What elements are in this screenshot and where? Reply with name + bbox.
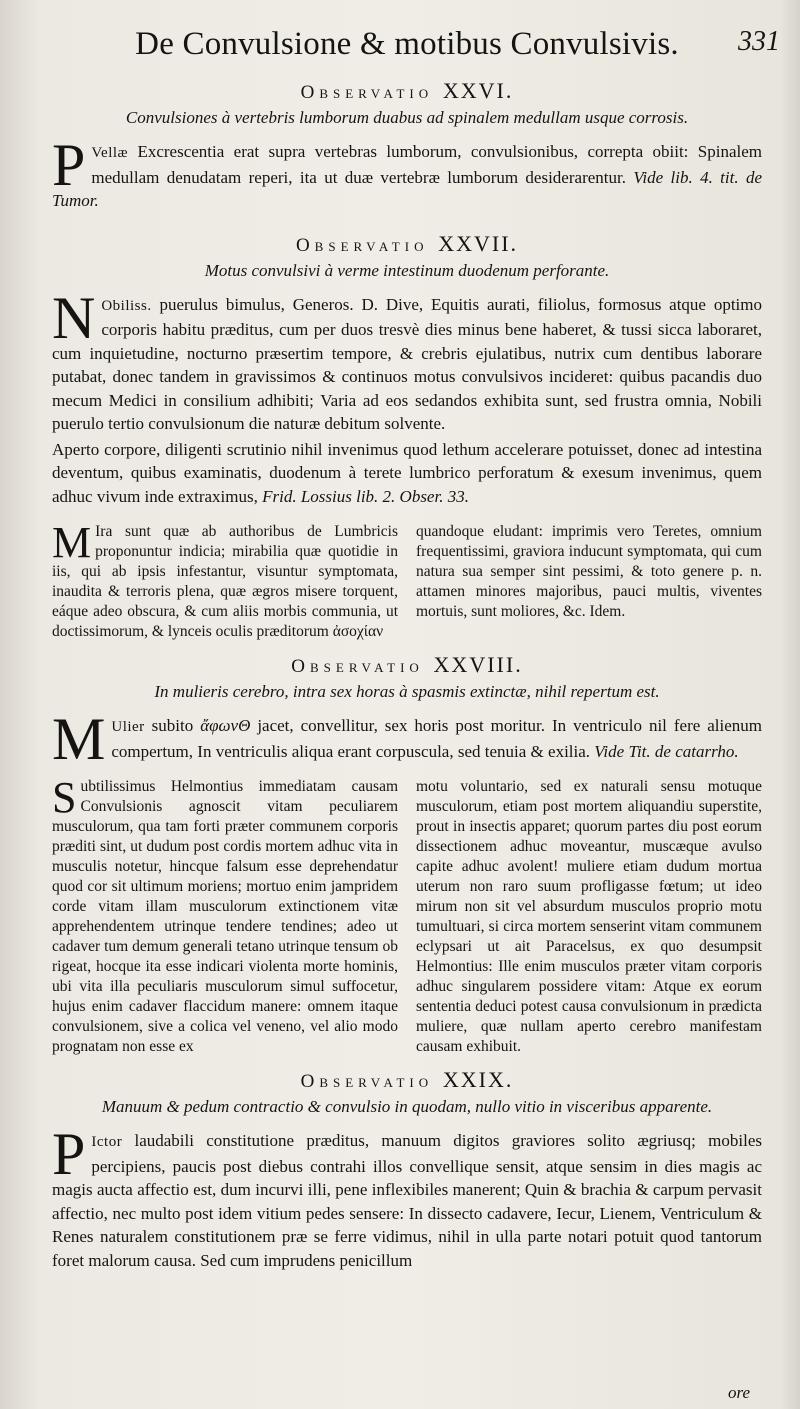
- body-text: Helmontius immediatam causam Convulsionis agnoscit vitam peculiarem musculorum, qua tam forti præter communem corporis præditi sint, ut dudum post cordis mortem adhuc vita in musculis notetur, hincque falsum esse deprehendatur quod cor sit ultimum moriens; mortuo enim jampridem corde vitam illam musculorum extinctionem vitæ apprehendentem utrinque tendere tendines; adeo ut cadaver tum demum generali tetano utrinque tensum ob rigeat, hocque ita esse indicari violenta morte hominis, ubi vita illa peculiaris musculorum simul suffocetur, hujus enim cadaver flaccidum manere: omnem itaque convulsionem, sive a colica vel veneno, vel alio modo prognatam non esse ex: [52, 778, 398, 1055]
- observation-28-commentary: [52, 773, 762, 1057]
- observation-word: Observatio: [300, 1071, 434, 1092]
- commentary-left-column: [52, 773, 398, 1057]
- body-text: jacet, convellitur, sex horis post moritur. In ventriculo nil fere alienum compertum, In ventriculis aliqua erant corpuscula, sed tenuia & exilia.: [111, 716, 763, 761]
- reference: Frid. Lossius lib. 2. Obser. 33.: [262, 486, 469, 506]
- observation-26-subtitle: Convulsiones à vertebris lumborum duabus ad spinalem medullam usque corrosis.: [125, 108, 689, 127]
- reference: Vide lib. 4. tit. de Tumor.: [52, 167, 762, 210]
- lead-word: ubtilissimus: [80, 778, 156, 795]
- commentary-right-column: [416, 522, 762, 642]
- body-text: subito: [151, 716, 194, 735]
- observation-27-commentary: [52, 518, 762, 642]
- lead-word: Vellæ: [91, 145, 129, 161]
- lead-word: Ulier: [111, 719, 145, 735]
- body-text: laudabili constitutione præditus, manuum digitos graviores solito ægriusq; mobiles percipiens, paucis post diebus contrahi illos convellique sensit, atque sensim in dies magis ac magis aucta affectio est, dum incurvi illi, pene inflexibiles manerent; Quin & brachia & carpum pervasit affectio, nec multo post idem vitium pedes sensere: In dissecto cadavere, Iecur, Lienem, Ventriculum & Renes naturalem constitutionem præ se ferre vidimus, nihil in ulla parte notari potuit quod tantorum foret malorum causa. Sed cum imprudens penicillum: [52, 1131, 763, 1270]
- body-text: Aperto corpore, diligenti scrutinio nihil invenimus quod lethum accelerare potuisset, donec ad intestina deventum, quibus examinatis, duodenum à terete lumbrico perforatum & exesum invenimus, quem adhuc vivum inde extraximus,: [52, 439, 762, 506]
- drop-cap: N: [52, 284, 96, 351]
- observation-29-text: [52, 1121, 763, 1272]
- greek-word: ἀσοχίαν: [332, 623, 384, 640]
- observation-29-subtitle: Manuum & pedum contractio & convulsio in quodam, nullo vitio in visceribus apparente.: [101, 1097, 713, 1116]
- running-title: De Convulsione & motibus Convulsivis.: [135, 26, 679, 62]
- body-text: motu voluntario, sed ex naturali sensu motuque musculorum, etiam post mortem aliquandiu superstite, prout in insectis apparet; quorum partes diu post eorum dissectionem adhuc moveantur, muscæque avulso capite adhuc avolent! muliere etiam dudum mortua uterum non raro suum profligasse fœtum; ut ideo mirum non sit vel absurdum musculos proprio motu tumultuari, si circa mortem senserint vitam communem eclypsari ut ait Paracelsus, ex quo desumpsit Helmontius: Ille enim musculos præter vitam corporis adhuc singularem possidere vitam: Atque ex eorum sententia deduci potest causa convulsionum in prædicta muliere, quæ nullam aperto cerebro manifestam causam exhibuit.: [416, 778, 762, 1055]
- reference: Vide Tit. de catarrho.: [594, 741, 739, 761]
- lead-word: Obiliss.: [101, 297, 152, 314]
- drop-cap: P: [52, 132, 86, 198]
- observation-29-heading: [52, 1067, 762, 1093]
- drop-cap: S: [52, 773, 77, 822]
- observation-28-text: [52, 706, 763, 772]
- running-head: [52, 18, 780, 70]
- observation-28-heading: [52, 652, 762, 678]
- observation-numeral: XXIX.: [442, 1067, 514, 1092]
- body-text: Excrescentia erat supra vertebras lumborum, convulsionibus, correpta obiit: Spinalem medullam denudatam reperi, ita ut duæ vertebræ lumborum desiderarentur.: [91, 142, 763, 187]
- reference: Idem.: [589, 603, 626, 620]
- greek-word: ἄφωνΘ: [200, 716, 251, 735]
- drop-cap: M: [52, 518, 92, 567]
- observation-word: Observatio: [291, 656, 424, 677]
- lead-word: Ira: [95, 523, 113, 540]
- observation-27-heading: [52, 231, 762, 257]
- catchword: ore: [727, 1383, 750, 1402]
- observation-27-text-2: [52, 438, 762, 509]
- observation-word: Observatio: [300, 82, 434, 103]
- observation-27-subtitle: Motus convulsivi à verme intestinum duodenum perforante.: [204, 260, 610, 280]
- drop-cap: P: [52, 1121, 86, 1187]
- observation-28-subtitle: In mulieris cerebro, intra sex horas à spasmis extinctæ, nihil repertum est.: [154, 682, 660, 701]
- body-text: quandoque eludant: imprimis vero Teretes, omnium frequentissimi, graviora inducunt symptomata, qui cum natura sua semper sint pessimi, & toto genere p. n. attamen minores majoribus, pauci multis, viventes mortuis, sunt moliores, &c.: [416, 523, 762, 620]
- observation-numeral: XXVII.: [438, 230, 519, 256]
- drop-cap: M: [52, 706, 106, 772]
- body-text: puerulus bimulus, Generos. D. Dive, Equitis aurati, filiolus, formosus atque optimo corporis habitu præditus, cum per duos tresvè dies minus bene haberet, & tussi sicca laboraret, cum inquietudine, nocturno præsertim tempore, & crebris ejulatibus, nutrix cum dentibus laborare putabat, donec tandem in gravissimos & continuos motus convulsivos incideret: quibus pacandis duo mecum Medici in consilium adhibiti; Varia ad eos sedandos exhibita sunt, sed frustra omnia, Nobili puerulo tertio convulsionum die naturæ debitum solvente.: [52, 294, 762, 433]
- body-text: sunt quæ ab authoribus de Lumbricis proponuntur indicia; mirabilia quæ quotidie in iis, qui ab ipsis infestantur, visuntur symptomata, inaudita & terroris plena, quæ ægros misere torquent, eáque adeo obscura, & cum aliis morbis communia, ut doctissimorum, & lynceis oculis præditorum: [52, 523, 399, 640]
- observation-27-text: [52, 284, 762, 436]
- observation-26-text: [52, 132, 763, 213]
- commentary-right-column: [416, 777, 762, 1057]
- observation-word: Observatio: [295, 234, 429, 256]
- observation-numeral: XXVI.: [442, 78, 514, 103]
- lead-word: Ictor: [91, 1134, 123, 1150]
- observation-26-heading: [52, 78, 762, 104]
- page-number: 331: [738, 26, 780, 57]
- observation-numeral: XXVIII.: [433, 652, 523, 677]
- commentary-left-column: [52, 518, 399, 642]
